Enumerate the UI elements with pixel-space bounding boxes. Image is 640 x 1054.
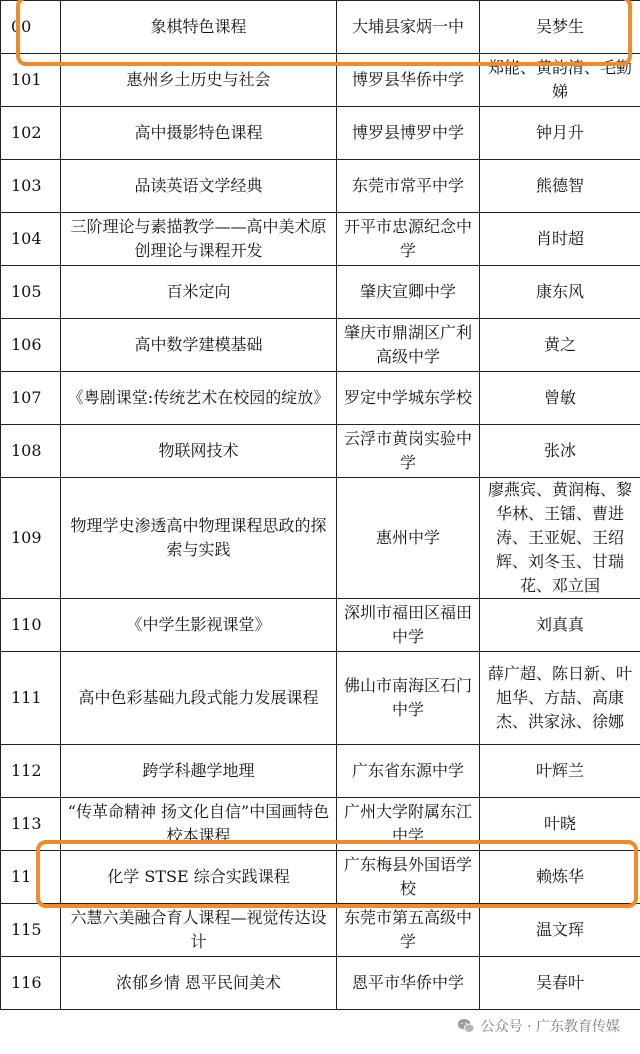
person-in-charge: 刘真真: [480, 599, 640, 652]
course-name: 三阶理论与素描教学——高中美术原创理论与课程开发: [61, 213, 337, 266]
school-name: 深圳市福田区福田中学: [337, 599, 480, 652]
school-name: 肇庆市鼎湖区广利高级中学: [337, 319, 480, 372]
course-name: 高中数学建模基础: [61, 319, 337, 372]
course-name: 高中色彩基础九段式能力发展课程: [61, 652, 337, 745]
person-in-charge: 廖燕宾、黄润梅、黎华林、王镭、曹进涛、王亚妮、王绍辉、刘冬玉、甘瑞花、邓立国: [480, 478, 640, 599]
school-name: 广东梅县外国语学校: [337, 851, 480, 904]
person-in-charge: 肖时超: [480, 213, 640, 266]
course-name: 浓郁乡情 恩平民间美术: [61, 957, 337, 1010]
person-in-charge: 郑能、黄韵清、毛勤娣: [480, 54, 640, 107]
wechat-icon: [457, 1017, 475, 1035]
table-row: [1, 851, 640, 904]
person-in-charge: 叶辉兰: [480, 745, 640, 798]
table-row: [1, 957, 640, 1010]
school-name: 惠州中学: [337, 478, 480, 599]
table-row: [1, 652, 640, 745]
course-name: “传革命精神 扬文化自信”中国画特色校本课程: [61, 798, 337, 851]
person-in-charge: 康东风: [480, 266, 640, 319]
table-row: [1, 319, 640, 372]
row-number: 116: [1, 957, 61, 1010]
table-row: [1, 745, 640, 798]
row-number: 115: [1, 904, 61, 957]
school-name: 东莞市常平中学: [337, 160, 480, 213]
person-in-charge: 熊德智: [480, 160, 640, 213]
course-name: 品读英语文学经典: [61, 160, 337, 213]
row-number: 112: [1, 745, 61, 798]
row-number: 102: [1, 107, 61, 160]
course-name: 《粤剧课堂:传统艺术在校园的绽放》: [61, 372, 337, 425]
table-row: [1, 425, 640, 478]
person-in-charge: 张冰: [480, 425, 640, 478]
person-in-charge: 吴梦生: [480, 1, 640, 54]
course-name: 物理学史渗透高中物理课程思政的探索与实践: [61, 478, 337, 599]
course-name: 高中摄影特色课程: [61, 107, 337, 160]
table-row: [1, 213, 640, 266]
course-name: 化学 STSE 综合实践课程: [61, 851, 337, 904]
table-row: [1, 1, 640, 54]
table-row: [1, 478, 640, 599]
course-name: 物联网技术: [61, 425, 337, 478]
school-name: 罗定中学城东学校: [337, 372, 480, 425]
row-number: 104: [1, 213, 61, 266]
course-name: 六慧六美融合育人课程—视觉传达设计: [61, 904, 337, 957]
row-number: 111: [1, 652, 61, 745]
person-in-charge: 曾敏: [480, 372, 640, 425]
row-number: 103: [1, 160, 61, 213]
school-name: 广州大学附属东江中学: [337, 798, 480, 851]
table-row: [1, 266, 640, 319]
school-name: 东莞市第五高级中学: [337, 904, 480, 957]
table-row: [1, 904, 640, 957]
school-name: 肇庆宣卿中学: [337, 266, 480, 319]
row-number: 11: [1, 851, 61, 904]
row-number: 106: [1, 319, 61, 372]
course-name: 惠州乡土历史与社会: [61, 54, 337, 107]
school-name: 广东省东源中学: [337, 745, 480, 798]
person-in-charge: 叶晓: [480, 798, 640, 851]
table-row: [1, 798, 640, 851]
table-row: [1, 599, 640, 652]
school-name: 佛山市南海区石门中学: [337, 652, 480, 745]
school-name: 云浮市黄岗实验中学: [337, 425, 480, 478]
row-number: 00: [1, 1, 61, 54]
course-name: 《中学生影视课堂》: [61, 599, 337, 652]
person-in-charge: 赖炼华: [480, 851, 640, 904]
watermark-text: 公众号 · 广东教育传媒: [480, 1019, 620, 1035]
person-in-charge: 吴春叶: [480, 957, 640, 1010]
table-row: [1, 160, 640, 213]
school-name: 博罗县华侨中学: [337, 54, 480, 107]
person-in-charge: 温文珲: [480, 904, 640, 957]
row-number: 107: [1, 372, 61, 425]
row-number: 110: [1, 599, 61, 652]
row-number: 105: [1, 266, 61, 319]
school-name: 大埔县家炳一中: [337, 1, 480, 54]
person-in-charge: 钟月升: [480, 107, 640, 160]
person-in-charge: 黄之: [480, 319, 640, 372]
row-number: 101: [1, 54, 61, 107]
row-number: 109: [1, 478, 61, 599]
course-name: 跨学科趣学地理: [61, 745, 337, 798]
school-name: 恩平市华侨中学: [337, 957, 480, 1010]
course-name: 象棋特色课程: [61, 1, 337, 54]
table-row: [1, 372, 640, 425]
course-name: 百米定向: [61, 266, 337, 319]
person-in-charge: 薛广超、陈日新、叶旭华、方喆、高康杰、洪家泳、徐娜: [480, 652, 640, 745]
school-name: 博罗县博罗中学: [337, 107, 480, 160]
table-row: [1, 107, 640, 160]
table-row: [1, 54, 640, 107]
row-number: 108: [1, 425, 61, 478]
row-number: 113: [1, 798, 61, 851]
watermark: [457, 1016, 620, 1036]
school-name: 开平市忠源纪念中学: [337, 213, 480, 266]
